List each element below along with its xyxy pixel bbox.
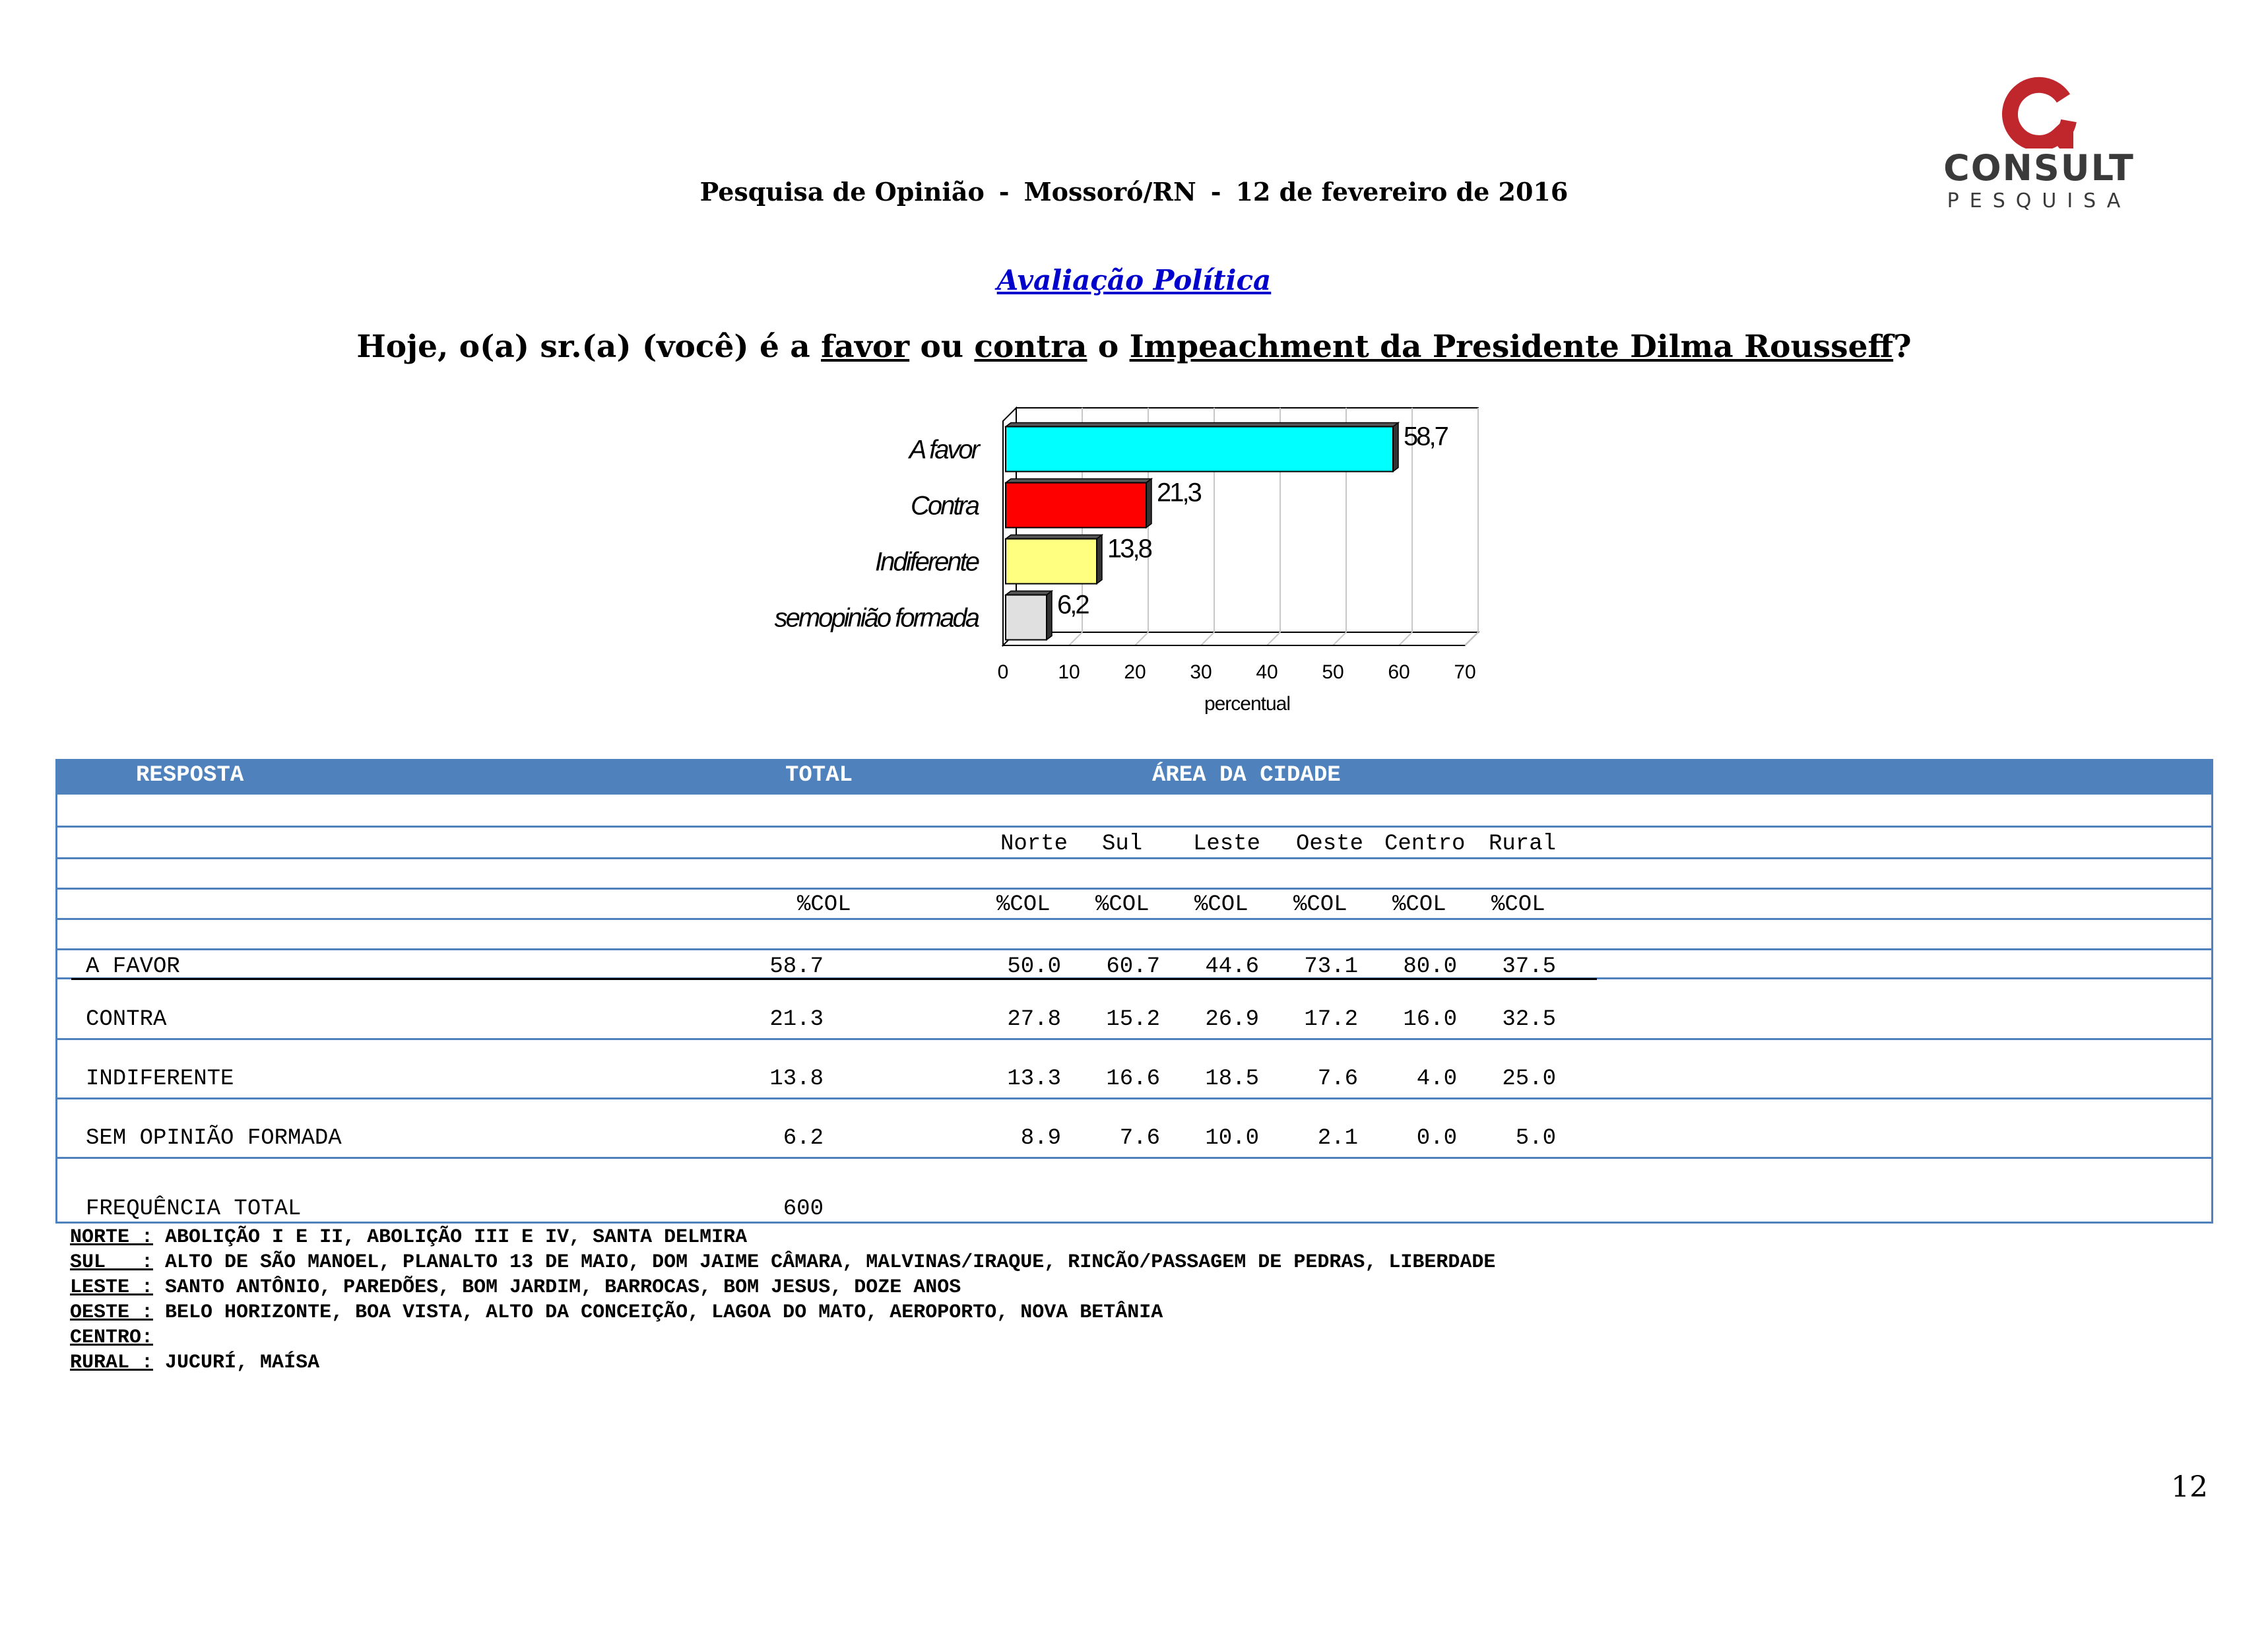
bar — [1006, 595, 1047, 640]
x-tick-label: 70 — [1454, 661, 1476, 683]
legend-text: SANTO ANTÔNIO, PAREDÕES, BOM JARDIM, BARROCAS, BOM JESUS, DOZE ANOS — [153, 1276, 961, 1299]
section-title[interactable]: Avaliação Política — [996, 264, 1272, 296]
row-area-value: 8.9 — [1020, 1126, 1061, 1151]
legend-key: CENTRO: — [70, 1326, 154, 1349]
row-area-value: 15.2 — [1106, 1007, 1160, 1032]
bar-chart — [693, 396, 1617, 739]
row-area-value: 16.0 — [1403, 1007, 1457, 1032]
report-header — [0, 177, 2268, 207]
bar-side-face — [1047, 591, 1052, 640]
row-area-value: 25.0 — [1502, 1066, 1556, 1092]
legend-key: RURAL : — [70, 1352, 154, 1374]
col-label: %COL — [996, 892, 1051, 917]
bar-side-face — [1393, 423, 1398, 472]
x-tick-label: 30 — [1190, 661, 1212, 683]
header-separator: - — [1210, 177, 1221, 207]
row-area-value: 10.0 — [1205, 1126, 1259, 1151]
table-header-row — [55, 759, 2213, 795]
row-area-value: 13.3 — [1007, 1066, 1061, 1092]
row-area-value: 7.6 — [1317, 1066, 1358, 1092]
logo-subtitle: PESQUISA — [1947, 189, 2131, 213]
header-survey-name: Pesquisa de Opinião — [699, 177, 985, 207]
area-name: Sul — [1102, 832, 1143, 857]
area-name: Rural — [1489, 832, 1557, 857]
area-legend — [70, 1225, 1495, 1375]
table-spacer-row — [55, 795, 2213, 828]
question-part: contra — [974, 329, 1087, 365]
row-label: A FAVOR — [86, 954, 180, 979]
legend-line — [70, 1325, 1495, 1350]
row-area-value: 32.5 — [1502, 1007, 1556, 1032]
question-text — [0, 329, 2268, 365]
header-area: ÁREA DA CIDADE — [1152, 763, 1341, 788]
chart-floor — [1003, 632, 1478, 645]
row-area-value: 37.5 — [1502, 954, 1556, 979]
bar — [1006, 539, 1097, 584]
row-label: SEM OPINIÃO FORMADA — [86, 1126, 342, 1151]
legend-text: ALTO DE SÃO MANOEL, PLANALTO 13 DE MAIO, DOM JAIME CÂMARA, MALVINAS/IRAQUE, RINCÃO/PASSAGEM DE PEDRAS, LIBERDADE — [153, 1251, 1496, 1274]
bar-value-label: 6,2 — [1057, 590, 1088, 620]
freq-value: 600 — [783, 1196, 824, 1222]
header-date: 12 de fevereiro de 2016 — [1235, 177, 1569, 207]
category-label: semopinião formada — [774, 603, 978, 633]
freq-label: FREQUÊNCIA TOTAL — [86, 1196, 302, 1222]
table-row — [55, 950, 2213, 979]
legend-text: JUCURÍ, MAÍSA — [153, 1352, 320, 1374]
row-area-value: 18.5 — [1205, 1066, 1259, 1092]
legend-line — [70, 1300, 1495, 1325]
row-area-value: 60.7 — [1106, 954, 1160, 979]
row-area-value: 2.1 — [1317, 1126, 1358, 1151]
x-axis-label: percentual — [1204, 693, 1291, 715]
table-spacer-row — [55, 920, 2213, 950]
table-colhdr-row — [55, 890, 2213, 920]
x-tick-label: 10 — [1058, 661, 1080, 683]
table-row — [55, 981, 2213, 1040]
row-underline — [71, 978, 1597, 980]
row-area-value: 7.6 — [1119, 1126, 1160, 1151]
header-resposta: RESPOSTA — [136, 763, 244, 788]
bar-side-face — [1097, 535, 1102, 584]
row-area-value: 26.9 — [1205, 1007, 1259, 1032]
row-total: 58.7 — [769, 954, 824, 979]
bar-value-label: 21,3 — [1157, 478, 1200, 507]
page-number: 12 — [2171, 1470, 2208, 1504]
bar — [1006, 483, 1146, 528]
area-name: Oeste — [1296, 832, 1364, 857]
row-area-value: 17.2 — [1304, 1007, 1358, 1032]
row-area-value: 16.6 — [1106, 1066, 1160, 1092]
row-area-value: 44.6 — [1205, 954, 1259, 979]
col-label: %COL — [797, 892, 851, 917]
row-area-value: 80.0 — [1403, 954, 1457, 979]
area-name: Norte — [1000, 832, 1068, 857]
col-label: %COL — [1194, 892, 1248, 917]
x-tick-label: 0 — [997, 661, 1009, 683]
header-separator: - — [998, 177, 1010, 207]
category-label: Contra — [910, 491, 978, 521]
bar — [1006, 427, 1393, 472]
x-tick-label: 50 — [1322, 661, 1344, 683]
row-area-value: 0.0 — [1416, 1126, 1457, 1151]
category-label: A favor — [909, 435, 978, 465]
legend-line — [70, 1225, 1495, 1250]
bar-value-label: 13,8 — [1107, 534, 1151, 564]
row-label: CONTRA — [86, 1007, 167, 1032]
question-part: favor — [821, 329, 910, 365]
col-label: %COL — [1095, 892, 1150, 917]
x-tick-label: 60 — [1388, 661, 1410, 683]
category-label: Indiferente — [874, 547, 978, 577]
row-total: 21.3 — [769, 1007, 824, 1032]
row-total: 6.2 — [783, 1126, 824, 1151]
row-total: 13.8 — [769, 1066, 824, 1092]
col-label: %COL — [1491, 892, 1545, 917]
question-part: Hoje, o(a) sr.(a) (você) é a — [356, 329, 822, 365]
col-label: %COL — [1392, 892, 1446, 917]
question-part: ? — [1893, 329, 1912, 365]
bar-side-face — [1146, 479, 1151, 528]
table-freq-row — [55, 1189, 2213, 1222]
speech-bubble-c-icon — [1933, 69, 2145, 148]
legend-key: NORTE : — [70, 1226, 154, 1249]
row-area-value: 4.0 — [1416, 1066, 1457, 1092]
legend-line — [70, 1275, 1495, 1300]
legend-key: OESTE : — [70, 1301, 154, 1324]
bar-value-label: 58,7 — [1404, 422, 1447, 451]
x-tick-label: 20 — [1124, 661, 1146, 683]
row-area-value: 50.0 — [1007, 954, 1061, 979]
row-area-value: 73.1 — [1304, 954, 1358, 979]
row-area-value: 5.0 — [1515, 1126, 1556, 1151]
row-area-value: 27.8 — [1007, 1007, 1061, 1032]
row-label: INDIFERENTE — [86, 1066, 234, 1092]
table-row — [55, 1099, 2213, 1159]
consult-logo — [1933, 69, 2145, 221]
legend-line — [70, 1250, 1495, 1275]
header-city: Mossoró/RN — [1023, 177, 1196, 207]
logo-wordmark: CONSULT — [1943, 147, 2135, 189]
question-part: ou — [909, 329, 975, 365]
table-spacer-row — [55, 859, 2213, 890]
header-total: TOTAL — [785, 763, 853, 788]
table-area-names-row — [55, 828, 2213, 859]
results-table — [55, 759, 2213, 1221]
legend-text: ABOLIÇÃO I E II, ABOLIÇÃO III E IV, SANTA DELMIRA — [153, 1226, 748, 1249]
col-label: %COL — [1293, 892, 1347, 917]
legend-key: LESTE : — [70, 1276, 154, 1299]
area-name: Leste — [1193, 832, 1261, 857]
x-tick-label: 40 — [1256, 661, 1278, 683]
legend-text: BELO HORIZONTE, BOA VISTA, ALTO DA CONCEIÇÃO, LAGOA DO MATO, AEROPORTO, NOVA BETÂNIA — [153, 1301, 1163, 1324]
question-part: Impeachment da Presidente Dilma Rousseff — [1129, 329, 1894, 365]
table-row — [55, 1040, 2213, 1099]
question-part: o — [1087, 329, 1130, 365]
area-name: Centro — [1384, 832, 1466, 857]
legend-key: SUL : — [70, 1251, 154, 1274]
legend-line — [70, 1350, 1495, 1375]
